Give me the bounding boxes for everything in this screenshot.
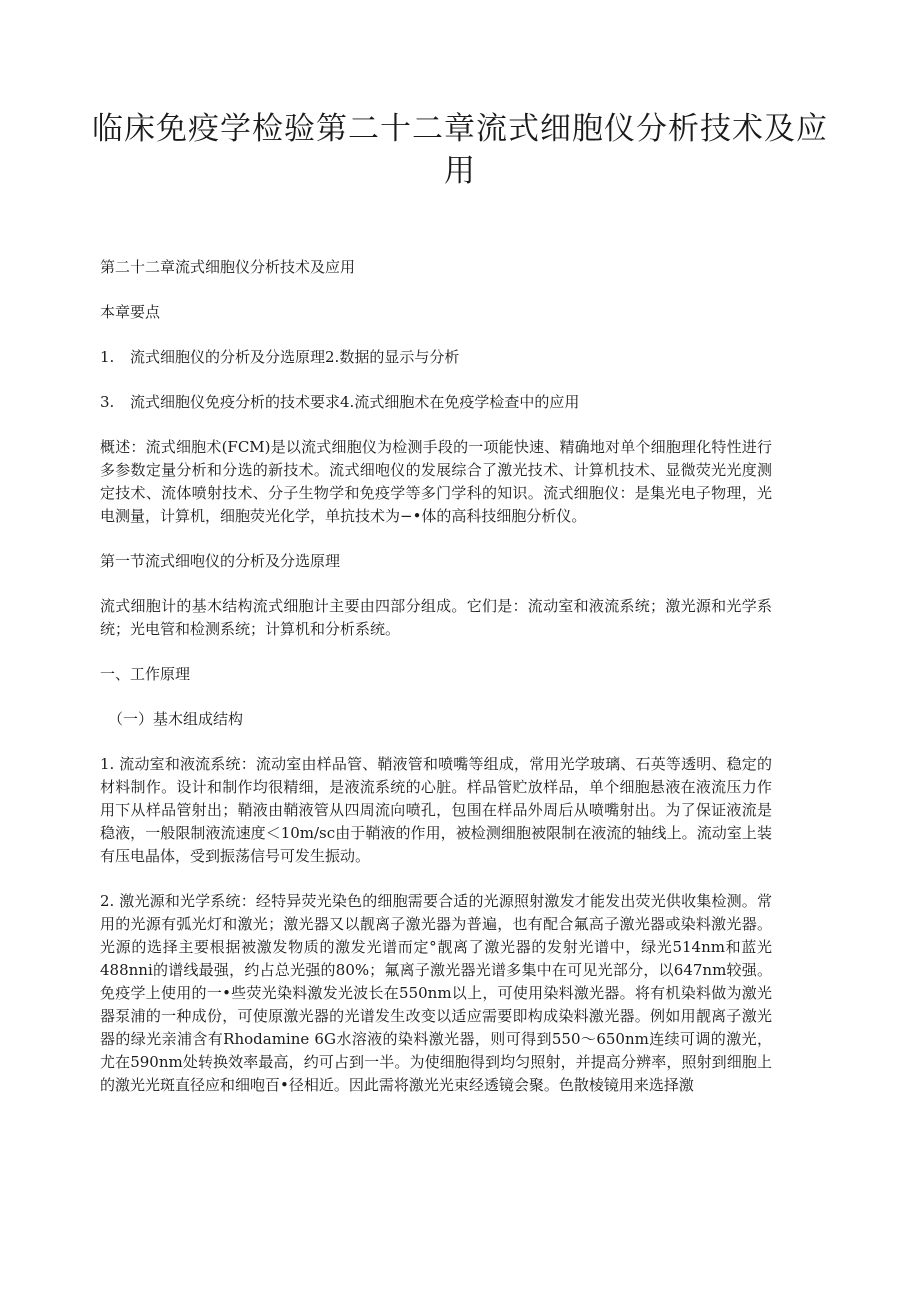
part-heading: 一、工作原理 <box>100 665 191 683</box>
document-title: 临床免疫学检验第二十二章流式细胞仪分析技术及应用 <box>92 111 828 189</box>
item-paragraph: 1. 流动室和液流系统：流动室由样品管、鞘液管和喷嘴等组成，常用光学玻璃、石英等透明、稳定的材料制作。设计和制作均很精细，是液流系统的心脏。样品管贮放样品，单个细胞悬液在液流压力作用下从样品管射出；鞘液由鞘液管从四周流向喷孔，包围在样品外周后从喷嘴射出。为了保证液流是稳液，一般限制液流速度＜10m/sc由于鞘液的作用，被检测细胞被限制在液流的轴线上。流动室上装有压电晶体，受到振荡信号可发生振动。 <box>100 755 772 865</box>
item-paragraph: 2. 激光源和光学系统：经特异荧光染色的细胞需要合适的光源照射激发才能发出荧光供收集检测。常用的光源有弧光灯和激光；激光器又以靓离子激光器为普遍，也有配合氟高子激光器或染料激光器。光源的选择主要根据被激发物质的激发光谱而定°靓离了激光器的发射光谱中，绿光514nm和蓝光488nni的谱线最强，约占总光强的80%；氟离子激光器光谱多集中在可见光部分，以647nm较强。免疫学上使用的一•些荧光染料激发光波长在550nm以上，可使用染料激光器。将有机染料做为激光器泵浦的一种成份，可使原激光器的光谱发生改变以适应需要即构成染料激光器。例如用靓离子激光器的绿光亲浦含有Rhodamine 6G水溶液的染料激光器，则可得到550〜650nm连续可调的激光，尤在590nm处转换效率最高，约可占到一半。为使细胞得到均匀照射，并提高分辨率，照射到细胞上的激光光斑直径应和细咆百•径相近。因此需将激光光束经透镜会聚。色散棱镜用来选择激 <box>100 892 772 1094</box>
key-point-text: 流式细胞仪的分析及分选原理2.数据的显示与分析 <box>130 348 460 366</box>
chapter-heading: 第二十二章流式细胞仪分析技术及应用 <box>100 258 356 276</box>
key-point-number: 3. <box>100 393 115 411</box>
key-point-item <box>100 391 772 414</box>
key-point-number: 1. <box>100 348 115 366</box>
key-point-text: 流式细胞仪免疫分析的技术要求4.流式细胞术在免疫学检查中的应用 <box>130 393 580 411</box>
key-points-heading: 本章要点 <box>100 303 161 321</box>
key-point-item <box>100 346 772 369</box>
document-body <box>100 256 772 1119</box>
section-intro-paragraph: 流式细胞计的基木结构流式细胞计主要由四部分组成。它们是：流动室和液流系统；激光源和光学系统；光电管和检测系统；计算机和分析系统。 <box>100 597 772 638</box>
section-heading: 第一节流式细咆仪的分析及分选原理 <box>100 552 341 570</box>
overview-paragraph: 概述：流式细胞术(FCM)是以流式细胞仪为检测手段的一项能快速、精确地对单个细胞理化特性进行多参数定量分析和分选的新技术。流式细咆仪的发展综合了激光技术、计算机技术、显微荧光光度测定技术、流体喷射技术、分子生物学和免疫学等多门学科的知识。流式细胞仪：是集光电子物理，光电测量，计算机，细胞荧光化学，单抗技术为−•体的高科技细胞分析仪。 <box>100 438 772 525</box>
sub-heading: （一）基木组成结构 <box>108 710 244 728</box>
